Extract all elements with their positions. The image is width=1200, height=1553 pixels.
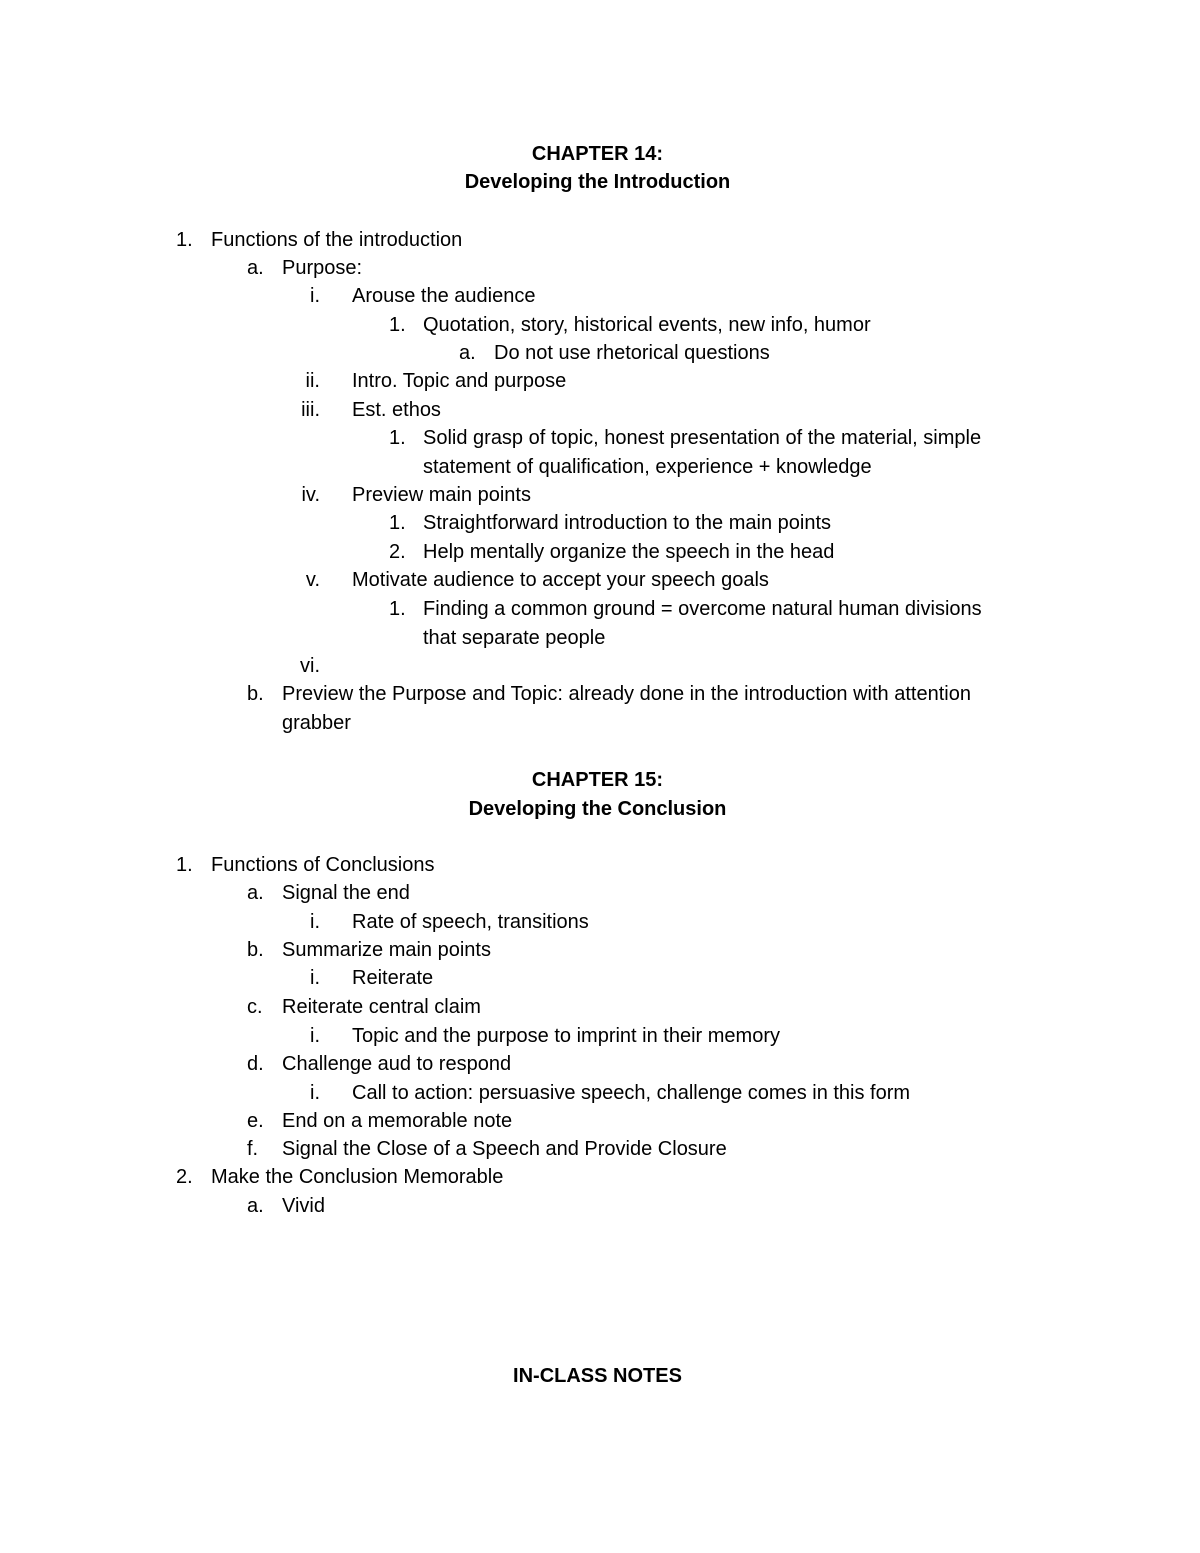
list-marker: a.	[247, 882, 264, 904]
list-item-continuation: grabber	[282, 712, 351, 734]
list-item: Reiterate	[352, 967, 434, 989]
list-item: Preview the Purpose and Topic: already done in the introduction with attention	[282, 683, 971, 705]
list-marker: c.	[247, 996, 263, 1018]
list-item-continuation: statement of qualification, experience + knowledge	[423, 456, 872, 478]
chapter-15-subtitle: Developing the Conclusion	[468, 798, 727, 820]
list-item: Finding a common ground = overcome natural human divisions	[423, 598, 982, 620]
list-item: Make the Conclusion Memorable	[211, 1166, 504, 1188]
list-item: Call to action: persuasive speech, challenge comes in this form	[352, 1082, 911, 1104]
in-class-notes-title: IN-CLASS NOTES	[513, 1365, 682, 1387]
list-marker: 2.	[389, 541, 406, 563]
list-item: Reiterate central claim	[282, 996, 481, 1018]
list-item: Signal the end	[282, 882, 410, 904]
list-item: Purpose:	[282, 257, 363, 279]
chapter-15-title: CHAPTER 15:	[531, 769, 664, 791]
list-marker: a.	[247, 257, 264, 279]
list-item: Rate of speech, transitions	[352, 911, 589, 933]
list-marker: 1.	[389, 598, 406, 620]
list-marker: vi.	[300, 655, 320, 677]
list-item: Arouse the audience	[352, 285, 536, 307]
chapter-14-title: CHAPTER 14:	[531, 143, 664, 165]
list-item: Help mentally organize the speech in the head	[423, 541, 835, 563]
list-marker: e.	[247, 1110, 264, 1132]
list-item: Preview main points	[352, 484, 531, 506]
list-item: Intro. Topic and purpose	[352, 370, 567, 392]
list-marker: 1.	[176, 229, 193, 251]
list-marker: 1.	[389, 512, 406, 534]
list-item: Functions of Conclusions	[211, 854, 435, 876]
list-marker: 1.	[176, 854, 193, 876]
list-marker: b.	[247, 939, 264, 961]
list-item: Est. ethos	[352, 399, 441, 421]
list-item: Functions of the introduction	[211, 229, 463, 251]
list-marker: i.	[310, 967, 320, 989]
list-item: Vivid	[282, 1195, 325, 1217]
list-marker: iv.	[301, 484, 320, 506]
list-marker: ii.	[305, 370, 320, 392]
list-marker: f.	[247, 1138, 259, 1160]
list-marker: a.	[247, 1195, 264, 1217]
list-marker: 1.	[389, 314, 406, 336]
list-item: End on a memorable note	[282, 1110, 513, 1132]
list-marker: v.	[305, 569, 320, 591]
list-marker: b.	[247, 683, 264, 705]
list-item-continuation: that separate people	[423, 627, 606, 649]
list-item: Straightforward introduction to the main points	[423, 512, 831, 534]
list-item: Challenge aud to respond	[282, 1053, 512, 1075]
list-marker: i.	[310, 911, 320, 933]
list-item: Quotation, story, historical events, new info, humor	[423, 314, 871, 336]
chapter-14-subtitle: Developing the Introduction	[464, 171, 731, 193]
list-marker: 2.	[176, 1166, 193, 1188]
list-item: Do not use rhetorical questions	[494, 342, 770, 364]
list-item: Topic and the purpose to imprint in their memory	[352, 1025, 780, 1047]
list-marker: i.	[310, 1025, 320, 1047]
list-item: Motivate audience to accept your speech goals	[352, 569, 769, 591]
list-item: Signal the Close of a Speech and Provide Closure	[282, 1138, 727, 1160]
list-item: Solid grasp of topic, honest presentation of the material, simple	[423, 427, 982, 449]
list-marker: d.	[247, 1053, 264, 1075]
list-marker: iii.	[301, 399, 320, 421]
list-marker: 1.	[389, 427, 406, 449]
list-item: Summarize main points	[282, 939, 491, 961]
list-marker: i.	[310, 285, 320, 307]
list-marker: a.	[459, 342, 476, 364]
list-marker: i.	[310, 1082, 320, 1104]
